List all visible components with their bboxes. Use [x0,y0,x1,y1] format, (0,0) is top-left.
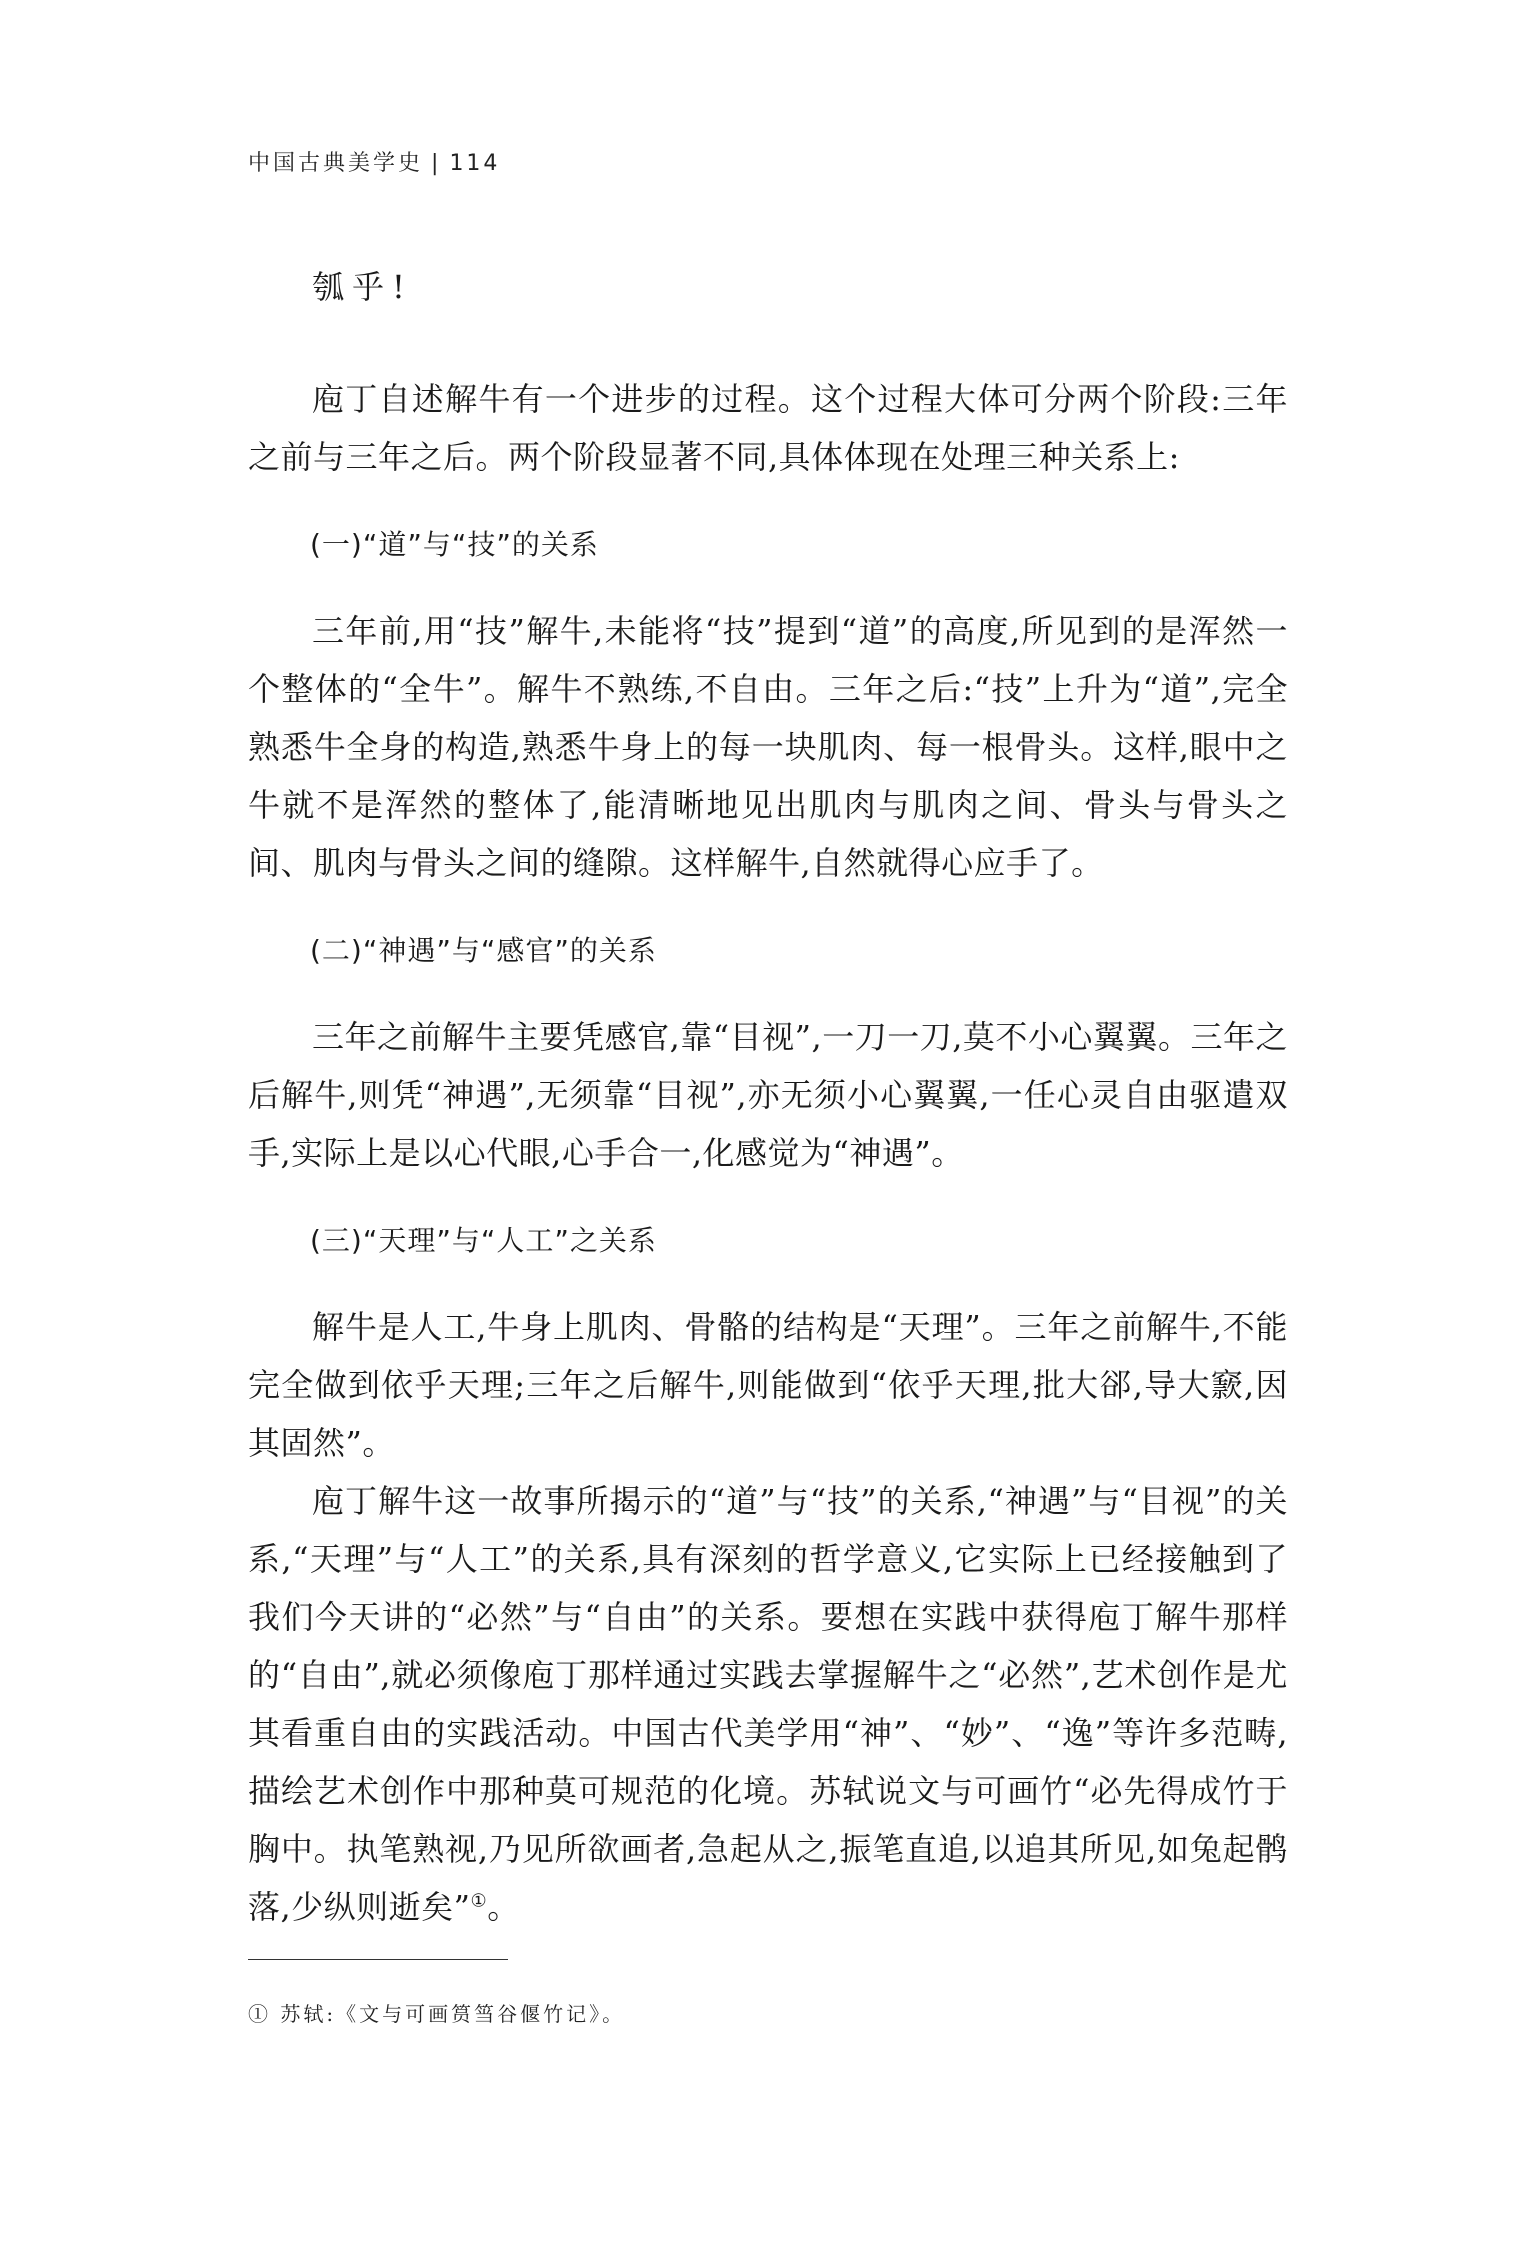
section-paragraph-2: 三年之前解牛主要凭感官,靠“目视”,一刀一刀,莫不小心翼翼。三年之后解牛,则凭“神遇”,无须靠“目视”,亦无须小心翼翼,一任心灵自由驱遣双手,实际上是以心代眼,心手合一,化感觉为“神遇”。 [248,1018,1288,1172]
closing-text: 庖丁解牛这一故事所揭示的“道”与“技”的关系,“神遇”与“目视”的关系,“天理”与“人工”的关系,具有深刻的哲学意义,它实际上已经接触到了我们今天讲的“必然”与“自由”的关系。要想在实践中获得庖丁解牛那样的“自由”,就必须像庖丁那样通过实践去掌握解牛之“必然”,艺术创作是尤其看重自由的实践活动。中国古代美学用“神”、“妙”、“逸”等许多范畴,描绘艺术创作中那种莫可规范的化境。苏轼说文与可画竹“必先得成竹于胸中。执笔熟视,乃见所欲画者,急起从之,振笔直追,以追其所见,如兔起鹘落,少纵则逝矣” [248,1482,1288,1926]
opening-line: 瓠乎! [312,268,413,306]
closing-paragraph: 庖丁解牛这一故事所揭示的“道”与“技”的关系,“神遇”与“目视”的关系,“天理”与“人工”的关系,具有深刻的哲学意义,它实际上已经接触到了我们今天讲的“必然”与“自由”的关系。要想在实践中获得庖丁解牛那样的“自由”,就必须像庖丁那样通过实践去掌握解牛之“必然”,艺术创作是尤其看重自由的实践活动。中国古代美学用“神”、“妙”、“逸”等许多范畴,描绘艺术创作中那种莫可规范的化境。苏轼说文与可画竹“必先得成竹于胸中。执笔熟视,乃见所欲画者,急起从之,振笔直追,以追其所见,如兔起鹘落,少纵则逝矣”①。 [248,1482,1288,1926]
footnote-marker: ① [470,1890,488,1912]
footnote: ① 苏轼:《文与可画筼筜谷偃竹记》。 [248,2002,626,2026]
running-header [248,146,500,177]
section-heading-2: (二)“神遇”与“感官”的关系 [310,934,657,967]
section-paragraph-3: 解牛是人工,牛身上肌肉、骨骼的结构是“天理”。三年之前解牛,不能完全做到依乎天理;三年之后解牛,则能做到“依乎天理,批大郤,导大窾,因其固然”。 [248,1308,1288,1462]
section-heading-3: (三)“天理”与“人工”之关系 [310,1224,657,1257]
section-heading-1: (一)“道”与“技”的关系 [310,528,599,561]
footnote-divider [248,1959,508,1960]
page-number: 114 [449,151,501,176]
intro-paragraph: 庖丁自述解牛有一个进步的过程。这个过程大体可分两个阶段:三年之前与三年之后。两个阶段显著不同,具体体现在处理三种关系上: [248,380,1288,476]
header-separator: | [431,151,442,176]
section-paragraph-1: 三年前,用“技”解牛,未能将“技”提到“道”的高度,所见到的是浑然一个整体的“全牛”。解牛不熟练,不自由。三年之后:“技”上升为“道”,完全熟悉牛全身的构造,熟悉牛身上的每一块肌肉、每一根骨头。这样,眼中之牛就不是浑然的整体了,能清晰地见出肌肉与肌肉之间、骨头与骨头之间、肌肉与骨头之间的缝隙。这样解牛,自然就得心应手了。 [248,612,1288,882]
book-title: 中国古典美学史 [248,151,424,176]
body-text [248,258,1288,1936]
